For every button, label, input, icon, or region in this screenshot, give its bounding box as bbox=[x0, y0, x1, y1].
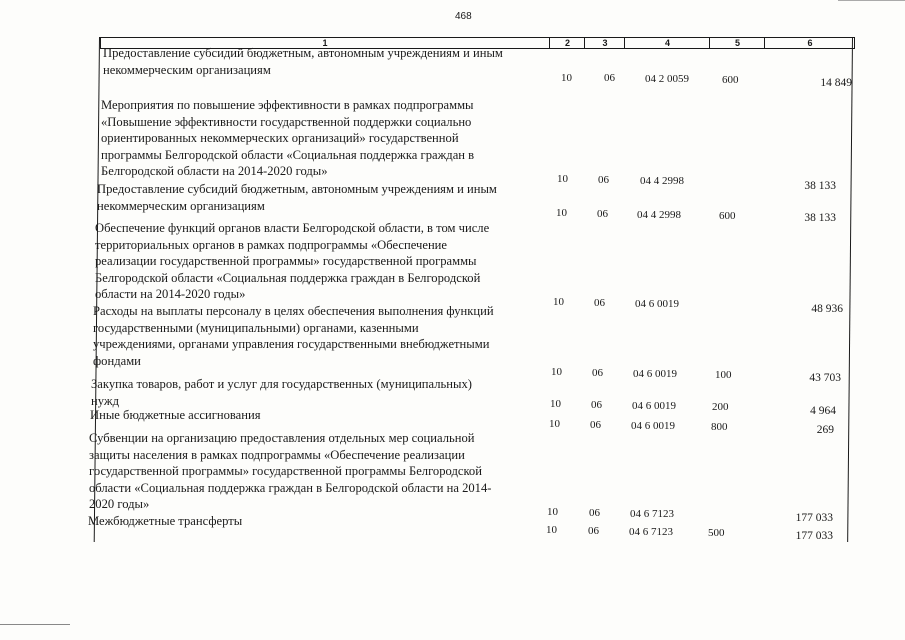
row-7-col5: 800 bbox=[711, 421, 728, 433]
row-3-col4: 04 4 2998 bbox=[637, 209, 681, 221]
row-3-col5: 600 bbox=[719, 210, 736, 222]
row-8-col6: 177 033 bbox=[795, 512, 833, 524]
row-8-col4: 04 6 7123 bbox=[630, 508, 674, 520]
row-2-name: Мероприятия по повышение эффективности в рамках подпрограммы «Повышение эффективности государственной поддержки социально ориентированных некоммерческих организаций» государственной программы Белгородской области «Социальная поддержка граждан в Белгородской области на 2014-2020 годы» bbox=[101, 98, 475, 178]
row-8-col3: 06 bbox=[589, 507, 600, 519]
row-8-col2: 10 bbox=[547, 506, 558, 518]
row-2-col3: 06 bbox=[598, 174, 609, 186]
row-3-col3: 06 bbox=[597, 208, 608, 220]
row-9-col3: 06 bbox=[588, 525, 599, 537]
header-col-5: 5 bbox=[709, 38, 765, 48]
row-4-col4: 04 6 0019 bbox=[635, 298, 679, 310]
row-3-col6: 38 133 bbox=[804, 212, 836, 224]
row-3-col2: 10 bbox=[556, 207, 567, 219]
page-number: 468 bbox=[455, 11, 472, 22]
row-7-col4: 04 6 0019 bbox=[631, 420, 675, 432]
row-9-col2: 10 bbox=[546, 524, 557, 536]
row-9-col4: 04 6 7123 bbox=[629, 526, 673, 538]
row-5-name: Расходы на выплаты персоналу в целях обеспечения выполнения функций государственными (муниципальными) органами, казенными учреждениями, органами управления государственными внебюджетными фондами bbox=[93, 304, 494, 368]
row-7-col2: 10 bbox=[549, 418, 560, 430]
table-right-border bbox=[847, 37, 853, 542]
row-8-name: Субвенции на организацию предоставления отдельных мер социальной защиты населения в рамках подпрограммы «Обеспечение реализации государственной программы» государственной программы Белгородской области «Социальная поддержка граждан в Белгородской области на 2014- 2020 годы» bbox=[89, 431, 492, 511]
header-col-4: 4 bbox=[624, 38, 710, 48]
row-5-col4: 04 6 0019 bbox=[633, 368, 677, 380]
row-6-col3: 06 bbox=[591, 399, 602, 411]
row-5-col5: 100 bbox=[715, 369, 732, 381]
row-1-col6: 14 849 bbox=[820, 77, 852, 89]
row-6-col5: 200 bbox=[712, 401, 729, 413]
header-col-6: 6 bbox=[764, 38, 855, 48]
scan-edge-line-bottom bbox=[0, 624, 70, 625]
row-1-name: Предоставление субсидий бюджетным, автономным учреждениям и иным некоммерческим организациям bbox=[103, 46, 503, 77]
scan-edge-line bbox=[838, 0, 905, 1]
row-5-col2: 10 bbox=[551, 366, 562, 378]
row-6-col2: 10 bbox=[550, 398, 561, 410]
row-5-col6: 43 703 bbox=[809, 372, 841, 384]
row-4-col2: 10 bbox=[553, 296, 564, 308]
row-4-col6: 48 936 bbox=[811, 303, 843, 315]
row-7-col3: 06 bbox=[590, 419, 601, 431]
row-3-name: Предоставление субсидий бюджетным, автономным учреждениям и иным некоммерческим организациям bbox=[97, 182, 497, 213]
row-6-col4: 04 6 0019 bbox=[632, 400, 676, 412]
row-5-col3: 06 bbox=[592, 367, 603, 379]
row-4-name: Обеспечение функций органов власти Белгородской области, в том числе территориальных органов в рамках подпрограммы «Обеспечение реализации государственной программы» государственной программы Белгородской области «Социальная поддержка граждан в Белгородской области на 2014-2020 годы» bbox=[95, 221, 490, 301]
row-2-col2: 10 bbox=[557, 173, 568, 185]
row-7-name: Иные бюджетные ассигнования bbox=[90, 408, 261, 422]
row-9-col6: 177 033 bbox=[795, 530, 833, 542]
row-4-col3: 06 bbox=[594, 297, 605, 309]
row-1-col5: 600 bbox=[722, 74, 739, 86]
row-2-col6: 38 133 bbox=[804, 180, 836, 192]
row-9-name: Межбюджетные трансферты bbox=[88, 514, 243, 528]
row-6-col6: 4 964 bbox=[810, 405, 836, 417]
row-1-col4: 04 2 0059 bbox=[645, 73, 689, 85]
row-6-name: Закупка товаров, работ и услуг для государственных (муниципальных) нужд bbox=[91, 377, 472, 408]
header-col-3: 3 bbox=[584, 38, 625, 48]
header-col-2: 2 bbox=[549, 38, 585, 48]
row-1-col3: 06 bbox=[604, 72, 615, 84]
row-7-col6: 269 bbox=[816, 424, 834, 436]
row-1-col2: 10 bbox=[561, 72, 572, 84]
row-2-col4: 04 4 2998 bbox=[640, 175, 684, 187]
row-9-col5: 500 bbox=[708, 527, 725, 539]
header-col-1: 1 bbox=[322, 38, 328, 48]
